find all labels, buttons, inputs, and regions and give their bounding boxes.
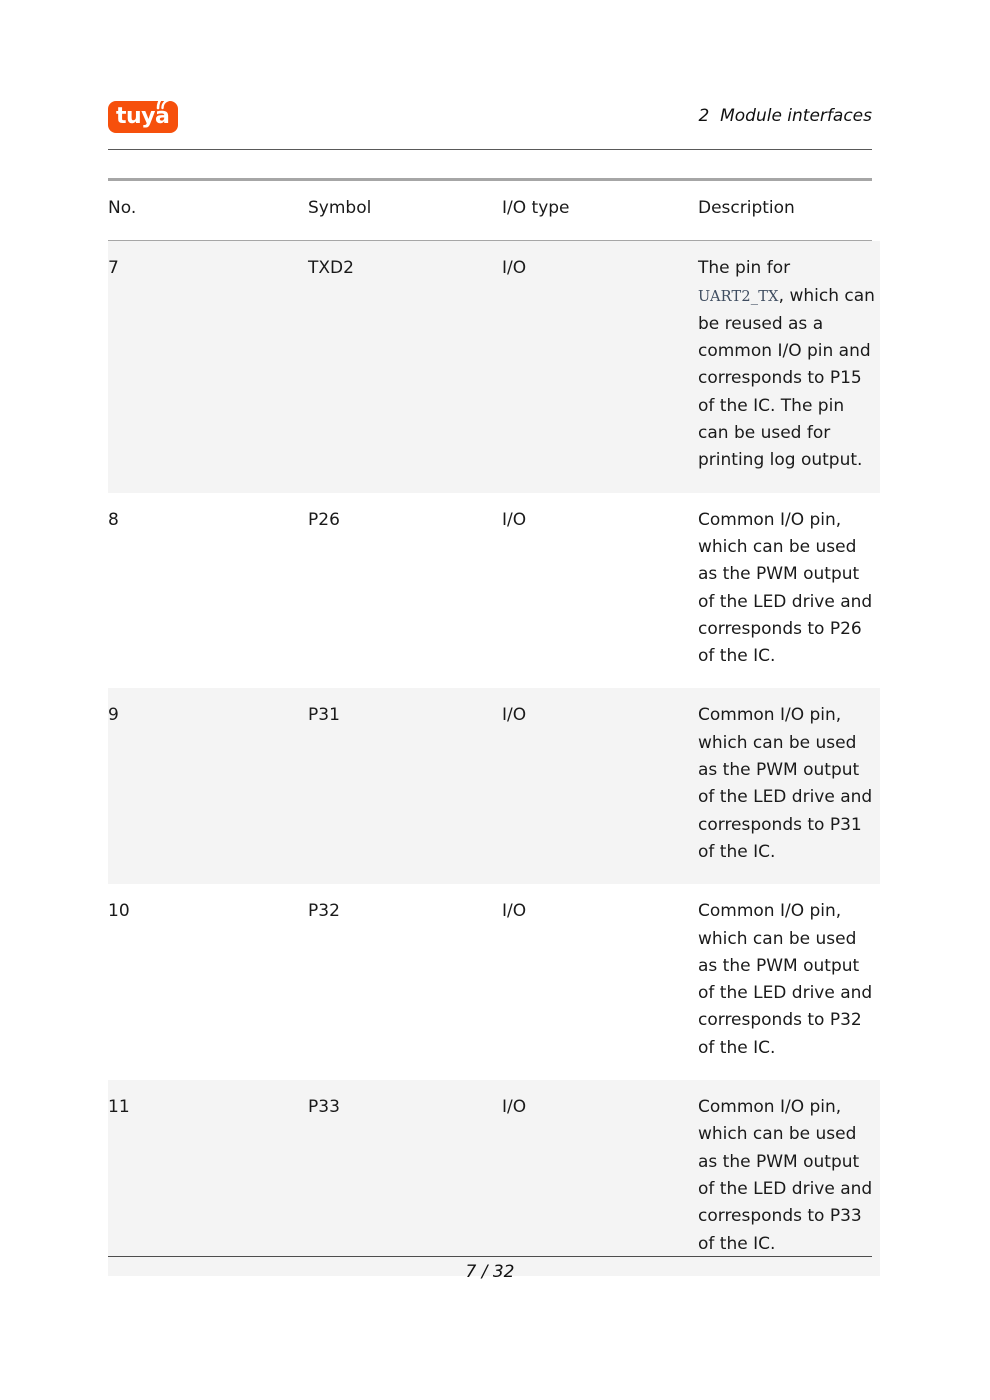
cell-symbol: P31: [308, 705, 340, 726]
description-text: Common I/O pin, which can be used as the PWM output of the LED drive and corresponds to P33 of the IC.: [698, 1097, 873, 1254]
cell-symbol: P26: [308, 509, 340, 530]
table-row: [108, 688, 880, 884]
cell-io-type: I/O: [502, 1097, 527, 1118]
cell-description: [698, 1080, 880, 1276]
cell-symbol: P32: [308, 901, 340, 922]
cell-io-type: I/O: [502, 258, 527, 279]
section-title: 2 Module interfaces: [698, 106, 872, 126]
cell-description: [698, 493, 880, 689]
description-post: , which can be reused as a common I/O pin and corresponds to P15 of the IC. The pin can be used for printing log output.: [698, 285, 875, 471]
column-header-desc: Description: [698, 198, 795, 218]
description-pre: The pin for: [698, 258, 791, 279]
column-header-io: I/O type: [502, 198, 570, 218]
cell-description: [698, 884, 880, 1080]
cell-no: 10: [108, 901, 130, 922]
header-divider: [108, 149, 872, 150]
cell-no: 11: [108, 1097, 130, 1118]
table-row: [108, 884, 880, 1080]
table-row: [108, 493, 880, 689]
column-header-symbol: Symbol: [308, 198, 372, 218]
cell-symbol: TXD2: [308, 258, 354, 279]
pin-definition-table: [108, 178, 880, 1276]
cell-io-type: I/O: [502, 509, 527, 530]
page-header: [108, 96, 872, 154]
wifi-arc-icon: [155, 90, 175, 112]
description-text: Common I/O pin, which can be used as the PWM output of the LED drive and corresponds to P26 of the IC.: [698, 509, 873, 667]
cell-description: [698, 241, 880, 492]
description-text: Common I/O pin, which can be used as the PWM output of the LED drive and corresponds to P31 of the IC.: [698, 705, 873, 862]
code-uart2-tx: UART2_TX: [698, 288, 779, 305]
cell-symbol: P33: [308, 1097, 340, 1118]
table-header-row: [108, 181, 880, 240]
table-row: [108, 1080, 880, 1276]
logo-wordmark: tuya: [116, 104, 170, 129]
cell-no: 8: [108, 509, 119, 530]
cell-io-type: I/O: [502, 901, 527, 922]
cell-io-type: I/O: [502, 705, 527, 726]
table-row: [108, 241, 880, 492]
cell-description: [698, 688, 880, 884]
column-header-no: No.: [108, 198, 137, 218]
cell-no: 9: [108, 705, 119, 726]
description-text: Common I/O pin, which can be used as the PWM output of the LED drive and corresponds to P32 of the IC.: [698, 901, 873, 1058]
footer-divider: [108, 1256, 872, 1257]
cell-no: 7: [108, 258, 119, 279]
page-number: 7 / 32: [465, 1262, 515, 1282]
